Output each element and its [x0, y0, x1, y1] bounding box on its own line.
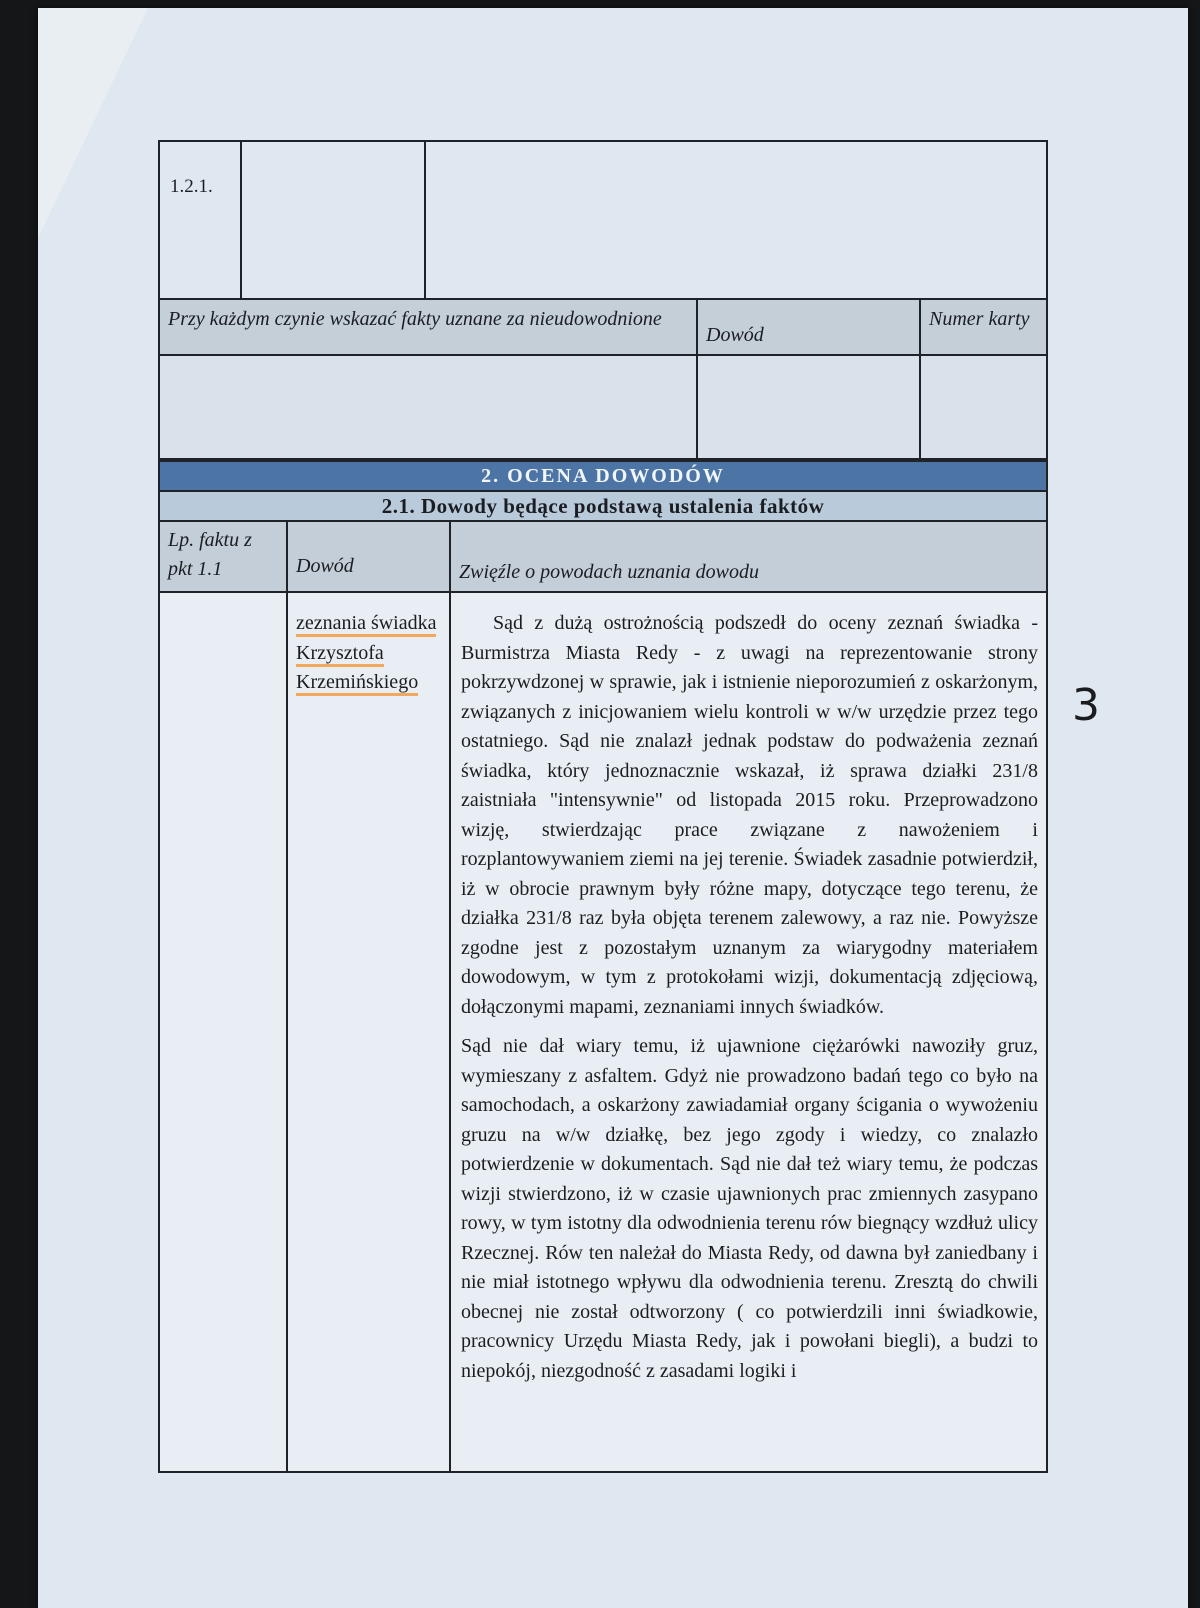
col-reason-header: Zwięźle o powodach uznania dowodu: [450, 521, 1047, 592]
reason-paragraph: Sąd z dużą ostrożnością podszedł do oceny zeznań świadka - Burmistrza Miasta Redy - z uwagi na reprezentowanie strony pokrzywdzonej w sprawie, jak i istnienie nieporozumień z oskarżonym, związanych z inicjowaniem wielu kontroli w w/w urzędzie przez tego ostatniego. Sąd nie znalazł jednak podstaw do podważenia zeznań świadka, który jednoznacznie wskazał, iż sprawa działki 231/8 zaistniała "intensywnie" od listopada 2015 roku. Przeprowadzono wizję, stwierdzając prace związane z nawożeniem i rozplantowywaniem ziemi na jej terenie. Świadek zasadnie potwierdził, iż w obrocie prawnym były różne mapy, dotyczące tego terenu, że działka 231/8 raz była objęta terenem zalewowy, a raz nie. Powyższe zgodne jest z pozostałym uznanym za wiarygodny materiałem dowodowym, w tym z protokołami wizji, dokumentacją zdjęciową, dołączonymi mapami, zeznaniami innych świadków.: [461, 612, 1038, 1018]
folded-corner: [38, 8, 148, 238]
top-table: [158, 140, 1048, 300]
evidence-table: [158, 520, 1048, 1473]
header-facts: Przy każdym czynie wskazać fakty uznane za nieudowodnione: [159, 299, 697, 355]
handwritten-page-number: 3: [1072, 680, 1100, 731]
evidence-name: zeznania świadka Krzysztofa Krzemińskiego: [287, 592, 450, 1472]
document-content: [158, 140, 1048, 1473]
empty-cell: [920, 355, 1047, 459]
col-lp-header: Lp. faktu z pkt 1.1: [159, 521, 287, 592]
col-evidence-header: Dowód: [287, 521, 450, 592]
row-label: 1.2.1.: [159, 141, 241, 299]
empty-cell: [159, 355, 697, 459]
empty-cell: [425, 141, 1047, 299]
reason-cell: [450, 592, 1047, 1472]
reason-paragraph: Sąd nie dał wiary temu, iż ujawnione ciężarówki nawoziły gruz, wymieszany z asfaltem. Gdyż nie prowadzono badań tego co było na samochodach, a oskarżony zawiadamiał organy ścigania o wywożeniu gruzu na w/w działkę, bez jego zgody i wiedzy, co znalazło potwierdzenie w dokumentach. Sąd nie dał też wiary temu, że podczas wizji stwierdzono, iż w czasie ujawnionych prac zmiennych zasypano rowy, w tym istotny dla odwodnienia terenu rów biegnący wzdłuż ulicy Rzecznej. Rów ten należał do Miasta Redy, od dawna był zaniedbany i nie miał istotnego wpływu dla odwodnienia terenu. Zresztą do chwili obecnej nie został odtworzony ( co potwierdzili inni świadkowie, pracownicy Urzędu Miasta Redy, jak i powołani biegli), a budzi to niepokój, niezgodność z zasadami logiki i: [461, 1035, 1038, 1382]
section-subtitle: 2.1. Dowody będące podstawą ustalenia faktów: [158, 490, 1048, 522]
header-evidence: Dowód: [697, 299, 920, 355]
lp-cell: [159, 592, 287, 1472]
empty-cell: [697, 355, 920, 459]
section-title: 2. OCENA DOWODÓW: [158, 460, 1048, 490]
empty-cell: [241, 141, 425, 299]
header-card: Numer karty: [920, 299, 1047, 355]
facts-table: [158, 298, 1048, 460]
